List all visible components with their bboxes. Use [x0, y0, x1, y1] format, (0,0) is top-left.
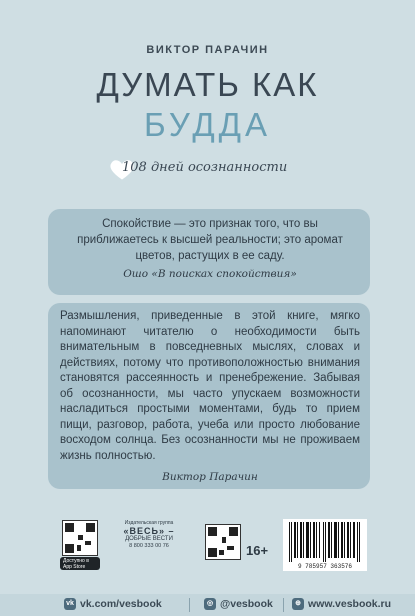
instagram-link[interactable]: [204, 598, 273, 610]
publisher-phone: 8 800 333 00 76: [129, 543, 169, 549]
vk-icon: vk: [64, 598, 76, 610]
isbn-number: 9 785957 363576: [297, 563, 352, 570]
author-name: ВИКТОР ПАРАЧИН: [146, 44, 269, 56]
vk-link[interactable]: [64, 598, 162, 610]
site-link[interactable]: [292, 598, 391, 610]
barcode-icon: [283, 519, 367, 563]
link-divider: [283, 598, 284, 612]
annotation-signature: Виктор Парачин: [162, 471, 258, 483]
site-link-text: www.vesbook.ru: [308, 598, 392, 610]
app-store-badge[interactable]: [60, 557, 100, 570]
subtitle: 108 дней осознанности: [122, 160, 288, 175]
book-title-line2: БУДДА: [143, 106, 272, 143]
instagram-icon: ◎: [204, 598, 216, 610]
epigraph-quote: Спокойствие — это признак того, что вы приближаетесь к высшей реальности; это аромат цветов, растущих в ее саду.: [77, 218, 343, 262]
globe-icon: ⊕: [292, 598, 304, 610]
publisher-name: «ВЕСЬ» –: [123, 526, 175, 536]
subtitle-group: [108, 158, 308, 180]
epigraph-source: Ошо «В поисках спокойствия»: [123, 268, 297, 280]
app-store-line1: Доступно в: [63, 558, 89, 564]
isbn-barcode: [283, 519, 367, 571]
instagram-link-text: @vesbook: [220, 598, 273, 610]
age-rating-badge: 16+: [246, 543, 269, 558]
book-title-line1: ДУМАТЬ КАК: [96, 66, 319, 103]
qr-code-publisher[interactable]: [205, 524, 241, 560]
publisher-slogan: ДОБРЫЕ ВЕСТИ: [125, 536, 173, 542]
publisher-logo: [113, 520, 185, 550]
publisher-group-label: Издательская группа: [124, 520, 174, 526]
link-divider: [189, 598, 190, 612]
qr-code-app[interactable]: [62, 520, 98, 556]
app-store-line2: App Store: [63, 564, 86, 570]
annotation-text: Размышления, приведенные в этой книге, мягко напоминают читателю о необходимости быть внимательным в повседневных мыслях, словах и действиях, потому что противоположностью внимания становятся рассеянность и пренебрежение. Забывая об осознанности, мы часто упускаем возможности насладиться простыми моментами, будь то прием пищи, разговор, работа, учеба или просто любование восходом солнца. Без осознанности мы не проживаем жизнь полностью.: [60, 310, 360, 462]
vk-link-text: vk.com/vesbook: [80, 598, 162, 610]
